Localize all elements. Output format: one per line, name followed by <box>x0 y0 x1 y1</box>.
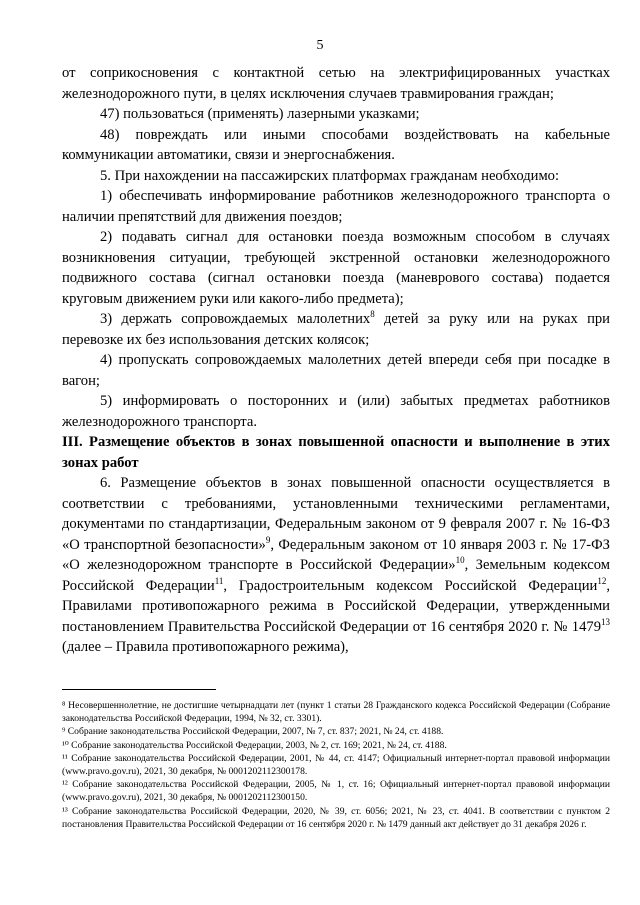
footnote-10: ¹⁰ Собрание законодательства Российской Федерации, 2003, № 2, ст. 169; 2021, № 24, ст. 4188. <box>62 739 447 751</box>
footnotes <box>62 699 610 831</box>
page-number: 5 <box>316 38 324 53</box>
footnote-ref-10: 10 <box>455 555 465 566</box>
footnote-12: ¹² Собрание законодательства Российской Федерации, 2005, № 1, ст. 16; Официальный интернет-портал правовой информации (www.pravo.gov.ru), 2021, 30 декабря, № 0001202112300150. <box>62 779 610 804</box>
clause-6-text: , Федеральным законом от 10 января 2003 г. № 17-ФЗ «О железнодорожном транспорте в Российской Федерации» <box>62 536 610 573</box>
item-3-text: 3) держать сопровождаемых малолетних <box>100 311 371 327</box>
footnote-separator <box>62 689 216 690</box>
section-heading: III. Размещение объектов в зонах повышенной опасности и выполнение в этих зонах работ <box>62 434 610 471</box>
footnote-13: ¹³ Собрание законодательства Российской Федерации, 2020, № 39, ст. 6056; 2021, № 23, ст. 4041. В соответствии с пунктом 2 постановления Правительства Российской Федерации от 16 сентября 2020 г. № 1479 данный акт действует до 31 декабря 2026 г. <box>62 805 610 830</box>
item-48: 48) повреждать или иными способами воздействовать на кабельные коммуникации автоматики, связи и энергоснабжения. <box>62 126 610 163</box>
footnote-11: ¹¹ Собрание законодательства Российской Федерации, 2001, № 44, ст. 4147; Официальный интернет-портал правовой информации (www.pravo.gov.ru), 2021, 30 декабря, № 0001202112300178. <box>62 752 610 778</box>
footnote-ref-9: 9 <box>265 534 271 545</box>
clause-6 <box>62 473 610 658</box>
paragraph-continuation: от соприкосновения с контактной сетью на электрифицированных участках железнодорожного пути, в целях исключения случаев травмирования граждан; <box>62 65 610 102</box>
clause-5-item-5: 5) информировать о посторонних и (или) забытых предметах работников железнодорожного транспорта. <box>62 393 610 430</box>
item-47: 47) пользоваться (применять) лазерными указками; <box>100 106 420 122</box>
clause-6-text: (далее – Правила противопожарного режима), <box>62 639 349 655</box>
clause-5-item-1: 1) обеспечивать информирование работников железнодорожного транспорта о наличии препятствий для движения поездов; <box>62 188 610 225</box>
clause-6-text: 6. Размещение объектов в зонах повышенной опасности осуществляется в соответствии с требованиями, установленными техническими регламентами, документами по стандартизации, Федеральным законом от 9 февраля 2007 г. № 16-ФЗ «О транспортной безопасности» <box>62 475 610 553</box>
footnote-ref-12: 12 <box>597 575 607 586</box>
clause-5-item-4: 4) пропускать сопровождаемых малолетних детей впереди себя при посадке в вагон; <box>62 352 610 389</box>
clause-5-item-3 <box>62 309 610 350</box>
clause-5-item-2: 2) подавать сигнал для остановки поезда возможным способом в случаях возникновения ситуации, требующей экстренной остановки железнодорожного подвижного состава (сигнал остановки поезда (маневрового состава) подается круговым движением руки или какого-либо предмета); <box>62 229 610 307</box>
clause-6-text: , Градостроительным кодексом Российской Федерации <box>223 577 598 594</box>
clause-6-text: , Земельным кодексом Российской Федерации <box>62 557 610 594</box>
footnote-ref-13: 13 <box>601 616 610 627</box>
footnote-8: ⁸ Несовершеннолетние, не достигшие четырнадцати лет (пункт 1 статьи 28 Гражданского кодекса Российской Федерации (Собрание законодательства Российской Федерации, 1994, № 32, ст. 3301). <box>62 700 610 725</box>
footnote-ref-8: 8 <box>370 309 375 320</box>
clause-6-text: , Правилами противопожарного режима в Российской Федерации, утвержденными постановлением Правительства Российской Федерации от 16 сентября 2020 г. № 1479 <box>62 577 610 635</box>
clause-5: 5. При нахождении на пассажирских платформах гражданам необходимо: <box>100 167 560 184</box>
footnote-ref-11: 11 <box>214 575 224 586</box>
document-body <box>62 63 610 658</box>
footnote-9: ⁹ Собрание законодательства Российской Федерации, 2007, № 7, ст. 837; 2021, № 24, ст. 4188. <box>62 726 444 738</box>
item-3-text-after: детей за руку или на руках при перевозке их без использования детских колясок; <box>62 311 610 348</box>
